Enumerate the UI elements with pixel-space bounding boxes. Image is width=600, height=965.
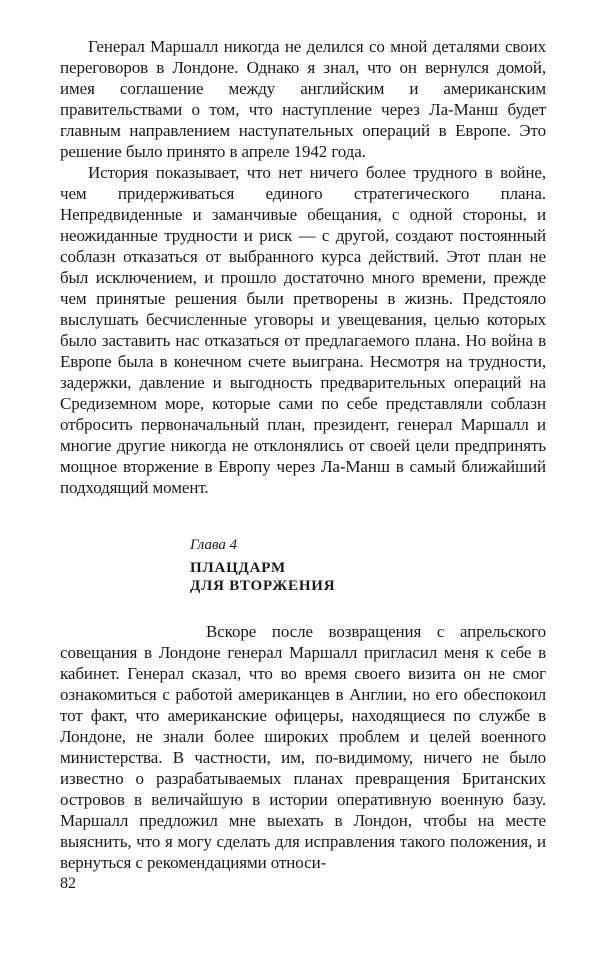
page-content [60,36,546,873]
page-number: 82 [60,875,76,892]
chapter-title [190,559,546,595]
chapter-body [60,621,546,873]
chapter-title-line-1: ПЛАЦДАРМ [190,560,286,576]
paragraph-1: Генерал Маршалл никогда не делился со мной деталями своих переговоров в Лондоне. Однако я знал, что он вернулся домой, имея соглашение между английским и американским правительствами о том, что наступление через Ла-Манш будет главным направлением наступательных операций в Европе. Это решение было принято в апреле 1942 года. [60,37,546,161]
chapter-label: Глава 4 [190,537,238,553]
chapter-heading [190,536,546,595]
chapter-title-line-2: ДЛЯ ВТОРЖЕНИЯ [190,578,336,594]
chapter-paragraph-1: Вскоре после возвращения с апрельского совещания в Лондоне генерал Маршалл пригласил меня к себе в кабинет. Генерал сказал, что во время своего визита он не смог ознакомиться с работой американцев в Англии, но его обеспокоил тот факт, что американские офицеры, находящиеся по службе в Лондоне, не знали более широких проблем и целей военного министерства. В частности, им, по-видимому, ничего не было известно о разрабатываемых планах превращения Британских островов в величайшую в истории оперативную военную базу. Маршалл предложил мне выехать в Лондон, чтобы на месте выяснить, что я могу сделать для исправления такого положения, и вернуться с рекомендациями относи- [60,622,546,872]
paragraph-2: История показывает, что нет ничего более трудного в войне, чем придерживаться единого стратегического плана. Непредвиденные и заманчивые обещания, с одной стороны, и неожиданные трудности и риск — с другой, создают постоянный соблазн отказаться от выбранного курса действий. Этот план не был исключением, и прошло достаточно много времени, прежде чем принятые решения были претворены в жизнь. Предстояло выслушать бесчисленные уговоры и увещевания, целью которых было заставить нас отказаться от предлагаемого плана. Но война в Европе была в конечном счете выиграна. Несмотря на трудности, задержки, давление и выгодность предварительных операций на Средиземном море, которые сами по себе представляли соблазн отбросить первоначальный план, президент, генерал Маршалл и многие другие никогда не отклонялись от своей цели предпринять мощное вторжение в Европу через Ла-Манш в самый ближайший подходящий момент. [60,163,546,497]
